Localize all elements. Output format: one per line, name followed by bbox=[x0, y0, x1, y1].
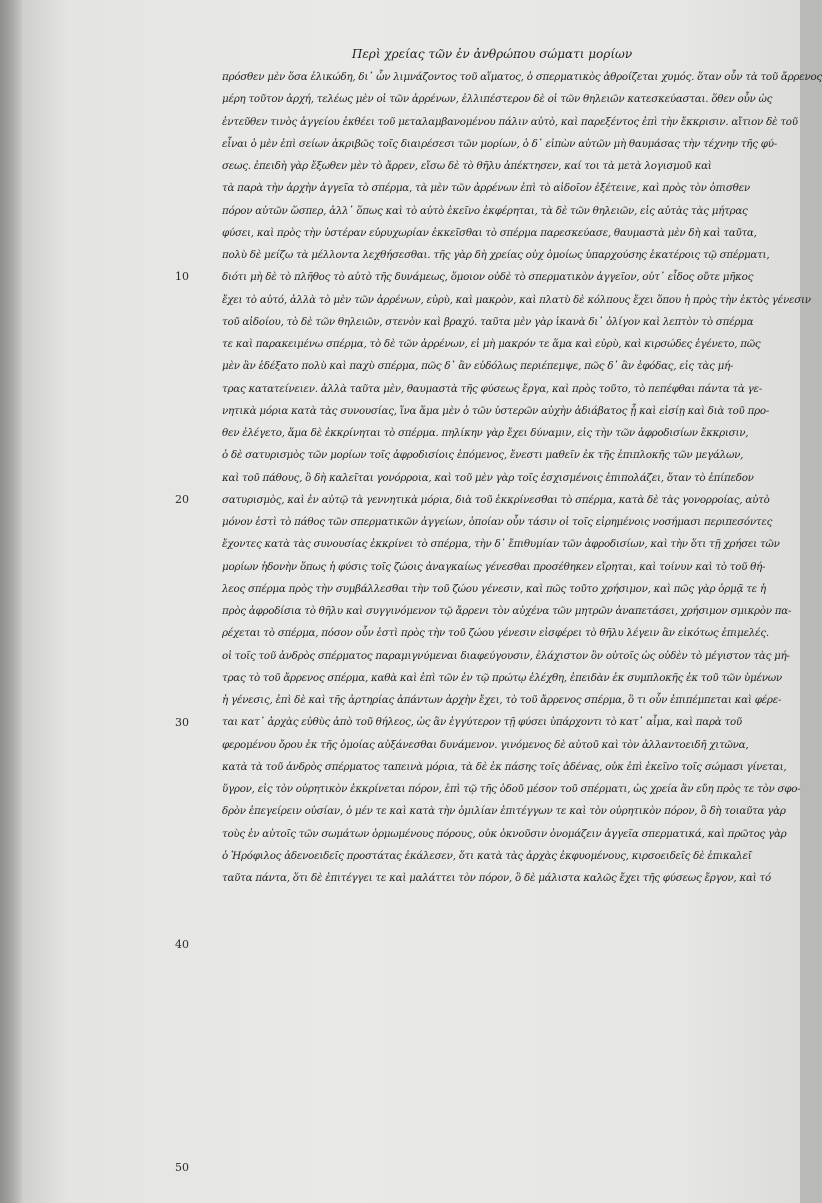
text-line: ρέχεται τὸ σπέρμα, πόσον οὖν ἐστὶ πρὸς τὴν τοῦ ζώου γένεσιν εἰσφέρει τὸ θῆλυ λέγειν ἂν εἰκότως ἐπιμελές. bbox=[222, 627, 769, 640]
running-head: Περὶ χρείας τῶν ἐν ἀνθρώπου σώματι μορίων bbox=[351, 47, 633, 61]
text-line: ἔχοντες κατὰ τὰς συνουσίας ἐκκρίνει τὸ σπέρμα, τὴν δ᾽ ἔπιθυμίαν τῶν ἀφροδισίων, καὶ τὴν ὅτι τῇ χρήσει τῶν bbox=[222, 538, 780, 551]
text-line: ἡ γένεσις, ἐπὶ δὲ καὶ τῆς ἀρτηρίας ἁπάντων ἀρχὴν ἔχει, τὸ τοῦ ἄρρενος σπέρμα, ὃ τι οὖν ἐπιπέμπεται καὶ φέρε- bbox=[222, 694, 782, 706]
text-line: πολὺ δὲ μείζω τὰ μέλλοντα λεχθήσεσθαι. τῆς γὰρ δὴ χρείας οὐχ ὁμοίως ὑπαρχούσης ἑκατέροις τῷ σπέρματι, bbox=[222, 249, 770, 261]
book-binding-gutter bbox=[0, 0, 22, 1203]
text-line: σεως. ἐπειδὴ γὰρ ἔξωθεν μὲν τὸ ἄρρεν, εἴσω δὲ τὸ θῆλυ ἀπέκτησεν, καί τοι τὰ μετὰ λογισμοῦ καὶ bbox=[222, 160, 712, 172]
text-line: τοὺς ἐν αὐτοῖς τῶν σωμάτων ὁρμωμένους πόρους, οὐκ ὀκνοῦσιν ὀνομάζειν ἀγγεῖα σπερματικά, καὶ πρῶτος γὰρ bbox=[222, 827, 787, 840]
text-line: ὕγρον, εἰς τὸν οὐρητικὸν ἐκκρίνεται πόρον, ἐπὶ τῷ τῆς ὁδοῦ μέσον τοῦ σπέρματι, ὡς χρεία ἂν εὔη πρὸς τε τὸν σφο- bbox=[222, 783, 801, 795]
text-line: τρας τὸ τοῦ ἄρρενος σπέρμα, καθὰ καὶ ἐπὶ τῶν ἐν τῷ πρώτῳ ἐλέχθη, ἐπειδὰν ἐκ συμπλοκῆς ἐκ τοῦ τῶν ὑμένων bbox=[222, 671, 782, 684]
text-line: μόνον ἐστὶ τὸ πάθος τῶν σπερματικῶν ἀγγείων, ὁποίαν οὖν τάσιν οἱ τοῖς εἰρημένοις νοσήμασι περιπεσόντες bbox=[222, 516, 773, 528]
text-line: θεν ἐλέγετο, ἅμα δὲ ἐκκρίνηται τὸ σπέρμα. πηλίκην γὰρ ἔχει δύναμιν, εἰς τὴν τῶν ἀφροδισίων ἔκκρισιν, bbox=[222, 427, 749, 439]
text-line: εἶναι ὁ μὲν ἐπὶ σείων ἀκριβῶς τοῖς διαιρέσεσι τῶν μορίων, ὁ δ᾽ εἰπὼν αὐτῶν μὴ θαυμάσας τὴν τέχνην τῆς φύ- bbox=[222, 137, 777, 150]
text-line: ἐντεῦθεν τινὸς ἀγγείου ἐκθέει τοῦ μεταλαμβανομένου πάλιν αὐτὸ, καὶ παρεξέντος ἐπὶ τὴν ἔκκρισιν. αἴτιον δὲ τοῦ bbox=[222, 115, 798, 128]
text-line: νητικὰ μόρια κατὰ τὰς συνουσίας, ἵνα ἅμα μὲν ὁ τῶν ὑστερῶν αὐχὴν ἀδιάβατος ᾖ καὶ εἰσίῃ καὶ διὰ τοῦ προ- bbox=[222, 404, 770, 417]
text-line: οἱ τοῖς τοῦ ἀνδρὸς σπέρματος παραμιγνύμεναι διαφεύγουσιν, ἐλάχιστον ὂν οὐτοῖς ὡς οὐδὲν τὸ μέγιστον τὰς μή- bbox=[222, 649, 790, 662]
text-line: τὰ παρὰ τὴν ἀρχὴν ἀγγεῖα τὸ σπέρμα, τὰ μὲν τῶν ἀρρένων ἐπὶ τὸ αἰδοῖον ἐξέτεινε, καὶ πρὸς τὸν ὀπισθεν bbox=[222, 182, 750, 195]
text-line: ταῦτα πάντα, ὅτι δὲ ἐπιτέγγει τε καὶ μαλάττει τὸν πόρον, ὃ δὲ μάλιστα καλῶς ἔχει τῆς φύσεως ἔργον, καὶ τό bbox=[222, 872, 771, 884]
text-line: διότι μὴ δὲ τὸ πλῆθος τὸ αὐτὸ τῆς δυνάμεως, ὅμοιον οὐδὲ τὸ σπερματικὸν ἀγγεῖον, οὐτ᾽ εἶδος οὔτε μῆκος bbox=[222, 271, 754, 284]
text-line: καὶ τοῦ πάθους, ὃ δὴ καλεῖται γονόρροια, καὶ τοῦ μὲν γὰρ τοῖς ἐσχισμένοις ἐπιπολάζει, ὅταν τὸ ἐπίπεδον bbox=[222, 471, 754, 484]
greek-text-block bbox=[222, 66, 822, 912]
text-line: μορίων ἡδονὴν ὅπως ἡ φύσις τοῖς ζώοις ἀναγκαίως γένεσθαι προσέθηκεν εἴρηται, καὶ τοίνυν καὶ τὸ τοῦ θή- bbox=[222, 560, 766, 573]
text-line: πρόσθεν μὲν ὅσα ἐλικώδη, δι᾽ ὧν λιμνάζοντος τοῦ αἵματος, ὁ σπερματικὸς ἀθροίζεται χυμός. ὅταν οὖν τὰ τοῦ ἄρρενος bbox=[222, 71, 822, 83]
text-line: λεος σπέρμα πρὸς τὴν συμβάλλεσθαι τὴν τοῦ ζώου γένεσιν, καὶ πῶς τοῦτο χρήσιμον, καὶ πῶς γὰρ ὁρμᾷ τε ἡ bbox=[222, 582, 766, 595]
text-line: ὁ δὲ σατυρισμὸς τῶν μορίων τοῖς ἀφροδισίοις ἑπόμενος, ἔνεστι μαθεῖν ἐκ τῆς ἐπιπλοκῆς τῶν μεγάλων, bbox=[222, 449, 744, 462]
text-line: ὁ Ἡρόφιλος ἀδενοειδεῖς προστάτας ἐκάλεσεν, ὅτι κατὰ τὰς ἀρχὰς ἐκφυομένους, κιρσοειδεῖς δὲ ἐπικαλεῖ bbox=[222, 849, 752, 862]
text-line: κατὰ τὰ τοῦ ἀνδρὸς σπέρματος ταπεινὰ μόρια, τὰ δὲ ἐκ πάσης τοῖς ἀδένας, οὐκ ἐπὶ ἐκεῖνο τοῖς σώμασι γίνεται, bbox=[222, 760, 787, 773]
line-number: 10 bbox=[175, 270, 189, 284]
text-line: ἔχει τὸ αὐτό, ἀλλὰ τὸ μὲν τῶν ἀρρένων, εὐρὺ, καὶ μακρὸν, καὶ πλατὺ δὲ κόλπους ἔχει ὅπου ἡ πρὸς τὴν ἐκτὸς γένεσιν bbox=[222, 293, 811, 306]
text-line: τρας κατατείνειεν. ἀλλὰ ταῦτα μὲν, θαυμαστὰ τῆς φύσεως ἔργα, καὶ πρὸς τοῦτο, τὸ πεπέφθαι πάντα τὰ γε- bbox=[222, 382, 763, 395]
text-line: πρὸς ἀφροδίσια τὸ θῆλυ καὶ συγγινόμενον τῷ ἄρρενι τὸν αὐχένα τῶν μητρῶν ἀναπετάσει, χρήσιμον σμικρὸν πα- bbox=[222, 605, 792, 617]
text-line: μὲν ἂν ἐδέξατο πολὺ καὶ παχὺ σπέρμα, πῶς δ᾽ ἂν εὐδόλως περιέπεμψε, πῶς δ᾽ ἂν ἐφόδας, εἰς τὰς μή- bbox=[222, 360, 734, 373]
text-line: δρὸν ἐπεγείρειν οὐσίαν, ὁ μέν τε καὶ κατὰ τὴν ὁμιλίαν ἐπιτέγγων τε καὶ τὸν οὐρητικὸν πόρον, ὃ δὴ τοιαῦτα γὰρ bbox=[222, 805, 786, 818]
text-line: πόρον αὐτῶν ὥσπερ, ἀλλ᾽ ὅπως καὶ τὸ αὐτὸ ἐκεῖνο ἐκφέρηται, τὰ δὲ τῶν θηλειῶν, εἰς αὐτὰς τὰς μήτρας bbox=[222, 204, 748, 217]
text-line: φύσει, καὶ πρὸς τὴν ὑστέραν εὐρυχωρίαν ἐκκεῖσθαι τὸ σπέρμα παρεσκεύασε, θαυμαστὰ μὲν δὴ καὶ ταῦτα, bbox=[222, 226, 757, 239]
line-number: 50 bbox=[175, 1160, 189, 1174]
line-number: 30 bbox=[175, 715, 189, 729]
book-page bbox=[22, 0, 822, 1203]
text-line: φερομένου ὄρου ἐκ τῆς ὁμοίας αὐξάνεσθαι δυνάμενον. γινόμενος δὲ αὐτοῦ καὶ τὸν ἀλλαντοειδῆ χιτῶνα, bbox=[222, 738, 749, 751]
text-line: μέρη τοῦτον ἀρχή, τελέως μὲν οἱ τῶν ἀρρένων, ἐλλιπέστερον δὲ οἱ τῶν θηλειῶν κατεσκεύασται. ὅθεν οὖν ὡς bbox=[222, 93, 773, 106]
text-line: τοῦ αἰδοίου, τὸ δὲ τῶν θηλειῶν, στενὸν καὶ βραχύ. ταῦτα μὲν γὰρ ἱκανὰ δι᾽ ὀλίγον καὶ λεπτὸν τὸ σπέρμα bbox=[222, 315, 754, 328]
line-number: 20 bbox=[175, 493, 189, 506]
text-line: τε καὶ παρακειμένω σπέρμα, τὸ δὲ τῶν ἀρρένων, εἰ μὴ μακρόν τε ἅμα καὶ εὐρὺ, καὶ κιρσώδες ἐγένετο, πῶς bbox=[222, 338, 761, 350]
text-line: ται κατ᾽ ἀρχὰς εὐθὺς ἀπὸ τοῦ θήλεος, ὡς ἂν ἐγγύτερον τῇ φύσει ὑπάρχοντι τὸ κατ᾽ αἷμα, καὶ παρὰ τοῦ bbox=[222, 716, 742, 729]
text-line: σατυρισμὸς, καὶ ἐν αὐτῷ τὰ γεννητικὰ μόρια, διὰ τοῦ ἐκκρίνεσθαι τὸ σπέρμα, κατὰ δὲ τὰς γονορροίας, αὐτὸ bbox=[222, 493, 770, 506]
line-number: 40 bbox=[175, 938, 189, 952]
